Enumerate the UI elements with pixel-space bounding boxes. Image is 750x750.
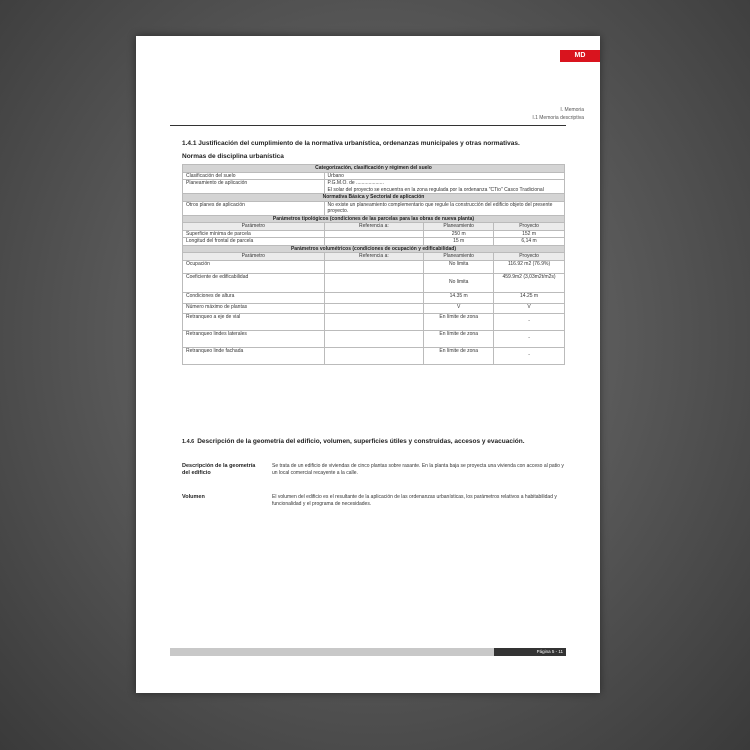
col-header-parametro: Parámetro: [183, 253, 325, 261]
cell-proyecto: -: [494, 313, 565, 330]
volume-label: Volumen: [182, 494, 205, 500]
cell-referencia: [324, 292, 424, 303]
cell-proyecto: 116.92 m2 (76.9%): [494, 260, 565, 273]
table-row: [183, 260, 565, 273]
table-row: [183, 347, 565, 364]
row-value: No existe un planeamiento complementario que regule la construcción del edificio objeto del presente proyecto.: [324, 201, 564, 215]
cell-parametro: Coeficiente de edificabilidad: [183, 273, 325, 292]
cell-parametro: Ocupación: [183, 260, 325, 273]
cell-parametro: Número máximo de plantas: [183, 303, 325, 313]
table-row: [183, 330, 565, 347]
table-row: [183, 238, 565, 246]
section-2-title-text: Descripción de la geometría del edificio, volumen, superficies útiles y construidas, accesos y evacuación.: [197, 438, 525, 445]
cell-planeamiento: 250 m: [424, 230, 494, 238]
cell-planeamiento: 14.35 m: [424, 292, 494, 303]
cell-parametro: Condiciones de altura: [183, 292, 325, 303]
table-section-header: Categorización, clasificación y régimen del suelo: [183, 165, 565, 173]
col-header-referencia: Referencia a:: [324, 253, 424, 261]
page-footer: [170, 648, 566, 656]
page-number: Página 5 - 11: [494, 648, 566, 656]
row-label: Planeamiento de aplicación: [183, 180, 325, 194]
section-2-title: [182, 437, 572, 447]
cell-parametro: Superficie mínima de parcela: [183, 230, 325, 238]
header-divider: [170, 125, 566, 126]
section-subtitle: Normas de disciplina urbanística: [182, 153, 284, 160]
cell-referencia: [324, 260, 424, 273]
cell-referencia: [324, 303, 424, 313]
cell-proyecto: V: [494, 303, 565, 313]
cell-parametro: Retranqueo linde fachada: [183, 347, 325, 364]
col-header-planeamiento: Planeamiento: [424, 223, 494, 231]
volume-text: El volumen del edificio es el resultante de la aplicación de las ordenanzas urbanísticas, los parámetros relativos a habitabilidad y funcionalidad y el programa de necesidades.: [272, 494, 557, 507]
description-text: Se trata de un edificio de viviendas de cinco plantas sobre rasante. En la planta baja se proyecta una vivienda con acceso al patio y un local comercial recayente a la calle.: [272, 463, 564, 476]
row-label: Clasificación del suelo: [183, 172, 325, 180]
page-header: [532, 106, 584, 122]
row-label: Otros planes de aplicación: [183, 201, 325, 215]
cell-planeamiento: En límite de zona: [424, 330, 494, 347]
cell-planeamiento: V: [424, 303, 494, 313]
planeamiento-value-1: P.G.M.O. de ....................: [327, 180, 384, 186]
urban-compliance-table: [182, 164, 565, 365]
cell-planeamiento: No limita: [424, 260, 494, 273]
md-badge: MD: [560, 50, 600, 62]
cell-parametro: Longitud del frontal de parcela: [183, 238, 325, 246]
section-title: 1.4.1 Justificación del cumplimiento de la normativa urbanística, ordenanzas municipales y otras normativas.: [182, 140, 520, 147]
cell-planeamiento: 15 m: [424, 238, 494, 246]
cell-proyecto: -: [494, 347, 565, 364]
table-section-header: Normativa Básica y Sectorial de aplicación: [183, 194, 565, 202]
cell-proyecto: 459.9m2 (3,03m2t/m2s): [494, 273, 565, 292]
cell-planeamiento: No limita: [424, 273, 494, 292]
table-row: [183, 230, 565, 238]
cell-referencia: [324, 347, 424, 364]
header-line-2: I.1 Memoria descriptiva: [532, 115, 584, 121]
table-section-header: Parámetros volumétricos (condiciones de ocupación y edificabilidad): [183, 245, 565, 253]
cell-referencia: [324, 230, 424, 238]
cell-planeamiento: En límite de zona: [424, 347, 494, 364]
cell-parametro: Retranqueo lindes laterales: [183, 330, 325, 347]
cell-referencia: [324, 330, 424, 347]
col-header-proyecto: Proyecto: [494, 253, 565, 261]
table-row: [183, 313, 565, 330]
table-row: [183, 292, 565, 303]
cell-referencia: [324, 238, 424, 246]
planeamiento-value-2: El solar del proyecto se encuentra en la zona regulada por la ordenanza "CTio" Casco Tradicional: [327, 186, 544, 193]
document-page: [136, 36, 600, 693]
table-row: [183, 303, 565, 313]
row-value: Urbano: [324, 172, 564, 180]
cell-parametro: Retranqueo a eje de vial: [183, 313, 325, 330]
cell-referencia: [324, 273, 424, 292]
col-header-referencia: Referencia a:: [324, 223, 424, 231]
cell-proyecto: -: [494, 330, 565, 347]
table-row: [183, 273, 565, 292]
cell-planeamiento: En límite de zona: [424, 313, 494, 330]
header-line-1: I. Memoria: [560, 107, 584, 113]
row-value: [324, 180, 564, 194]
cell-referencia: [324, 313, 424, 330]
table-section-header: Parámetros tipológicos (condiciones de las parcelas para las obras de nueva planta): [183, 215, 565, 223]
cell-proyecto: 6,14 m: [494, 238, 565, 246]
cell-proyecto: 14.25 m: [494, 292, 565, 303]
section-2-number: 1.4.6: [182, 439, 195, 445]
col-header-parametro: Parámetro: [183, 223, 325, 231]
col-header-planeamiento: Planeamiento: [424, 253, 494, 261]
col-header-proyecto: Proyecto: [494, 223, 565, 231]
cell-proyecto: 152 m: [494, 230, 565, 238]
description-label: Descripción de la geometría del edificio: [182, 463, 256, 476]
